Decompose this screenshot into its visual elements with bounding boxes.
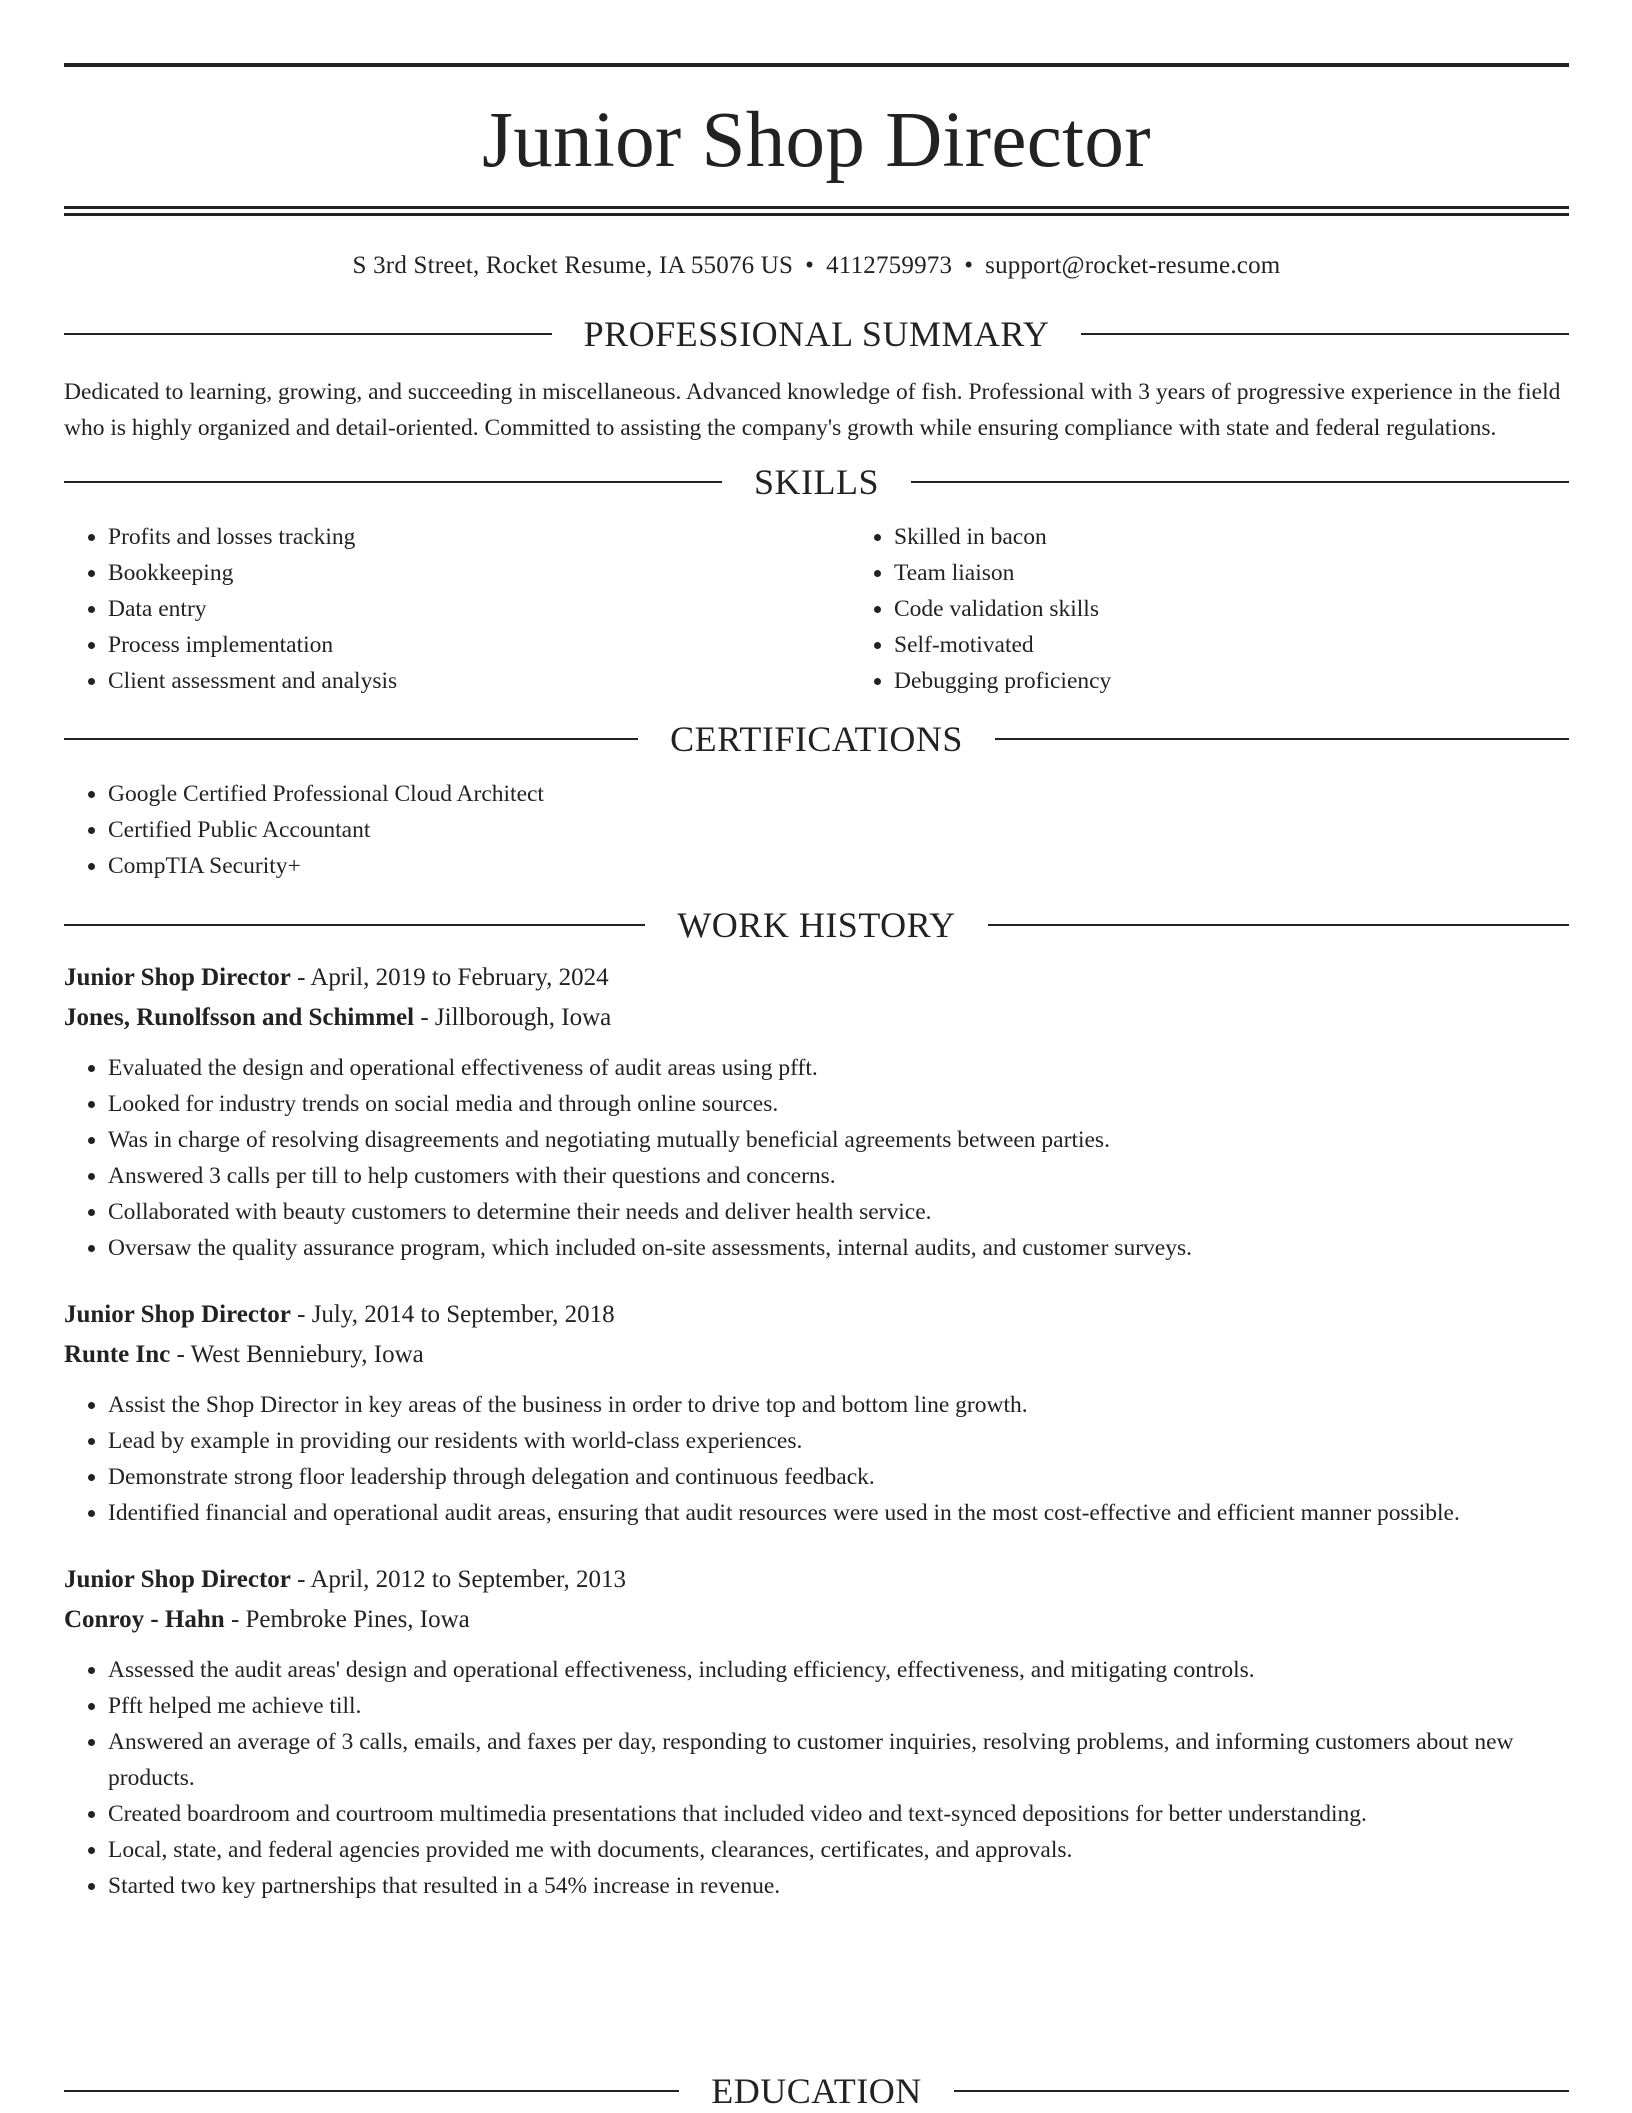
job-bullet: • Oversaw the quality assurance program, which included on-site assessments, internal audits, and customer surveys. <box>108 1230 1569 1266</box>
job-company-line <box>64 1600 1569 1640</box>
job-dates: - July, 2014 to September, 2018 <box>290 1301 615 1328</box>
skills-list-right <box>850 519 1111 699</box>
certification-item: • Certified Public Accountant <box>108 812 1569 848</box>
skill-item: • Profits and losses tracking <box>108 519 850 555</box>
skill-item: • Debugging proficiency <box>894 663 1111 699</box>
heading-rule-right <box>954 2090 1569 2092</box>
header-top-rule <box>64 63 1569 67</box>
job-bullet: • Assessed the audit areas' design and operational effectiveness, including efficiency, effectiveness, and mitigating controls. <box>108 1652 1569 1688</box>
skill-item: • Skilled in bacon <box>894 519 1111 555</box>
resume-name: Junior Shop Director <box>482 97 1151 184</box>
job-title-line <box>64 958 1569 998</box>
job-entry <box>64 958 1569 1266</box>
heading-rule-right <box>988 924 1569 926</box>
contact-line <box>64 249 1569 283</box>
certifications-list <box>64 776 1569 884</box>
job-title-line <box>64 1295 1569 1335</box>
job-bullets <box>64 1387 1569 1531</box>
skill-item: • Process implementation <box>108 627 850 663</box>
summary-text: Dedicated to learning, growing, and succeeding in miscellaneous. Advanced knowledge of fish. Professional with 3 years of progressive experience in the field who is highly organized and detail-oriented. Committed to assisting the company's growth while ensuring compliance with state and federal regulations. <box>64 379 1561 441</box>
job-bullet: • Looked for industry trends on social media and through online sources. <box>108 1086 1569 1122</box>
work-history-heading <box>64 903 1569 947</box>
heading-rule-left <box>64 924 645 926</box>
job-bullet: • Was in charge of resolving disagreements and negotiating mutually beneficial agreements between parties. <box>108 1122 1569 1158</box>
job-bullets <box>64 1050 1569 1266</box>
certification-item: • CompTIA Security+ <box>108 848 1569 884</box>
job-dates: - April, 2019 to February, 2024 <box>290 964 609 991</box>
contact-separator: • <box>805 252 815 279</box>
job-bullet: • Local, state, and federal agencies provided me with documents, clearances, certificates, and approvals. <box>108 1832 1569 1868</box>
job-bullet: • Pfft helped me achieve till. <box>108 1688 1569 1724</box>
job-bullet: • Answered an average of 3 calls, emails, and faxes per day, responding to customer inquiries, resolving problems, and informing customers about new products. <box>108 1724 1569 1796</box>
certifications-heading-title: CERTIFICATIONS <box>670 719 963 759</box>
job-bullet: • Evaluated the design and operational effectiveness of audit areas using pfft. <box>108 1050 1569 1086</box>
work-history-heading-title: WORK HISTORY <box>677 905 956 945</box>
heading-rule-right <box>1081 333 1569 335</box>
job-entry <box>64 1295 1569 1531</box>
heading-rule-left <box>64 333 552 335</box>
job-company-line <box>64 1335 1569 1375</box>
education-heading-title: EDUCATION <box>711 2071 922 2111</box>
contact-phone: 4112759973 <box>826 252 953 279</box>
heading-rule-right <box>995 738 1569 740</box>
job-company: Conroy - Hahn <box>64 1606 225 1633</box>
job-bullets <box>64 1652 1569 1904</box>
job-title: Junior Shop Director <box>64 964 291 991</box>
job-bullet: • Assist the Shop Director in key areas of the business in order to drive top and bottom line growth. <box>108 1387 1569 1423</box>
job-dates: - April, 2012 to September, 2013 <box>290 1566 626 1593</box>
contact-address: S 3rd Street, Rocket Resume, IA 55076 US <box>352 252 794 279</box>
job-location: - Pembroke Pines, Iowa <box>224 1606 470 1633</box>
job-title: Junior Shop Director <box>64 1566 291 1593</box>
skill-item: • Team liaison <box>894 555 1111 591</box>
job-title-line <box>64 1560 1569 1600</box>
job-title: Junior Shop Director <box>64 1301 291 1328</box>
skill-item: • Self-motivated <box>894 627 1111 663</box>
skills-columns <box>64 519 1569 699</box>
job-bullet: • Created boardroom and courtroom multimedia presentations that included video and text-synced depositions for better understanding. <box>108 1796 1569 1832</box>
heading-rule-left <box>64 2090 679 2092</box>
certifications-heading <box>64 717 1569 761</box>
job-bullet: • Lead by example in providing our residents with world-class experiences. <box>108 1423 1569 1459</box>
job-bullet: • Demonstrate strong floor leadership through delegation and continuous feedback. <box>108 1459 1569 1495</box>
job-location: - Jillborough, Iowa <box>414 1004 612 1031</box>
job-company: Jones, Runolfsson and Schimmel <box>64 1004 415 1031</box>
heading-rule-left <box>64 481 722 483</box>
job-company-line <box>64 998 1569 1038</box>
education-heading <box>64 2069 1569 2113</box>
job-company: Runte Inc <box>64 1341 171 1368</box>
skills-heading-title: SKILLS <box>754 462 880 502</box>
skill-item: • Code validation skills <box>894 591 1111 627</box>
skills-heading <box>64 460 1569 504</box>
job-entry <box>64 1560 1569 1904</box>
contact-separator: • <box>964 252 974 279</box>
header-double-rule <box>64 206 1569 216</box>
heading-rule-right <box>911 481 1569 483</box>
job-bullet: • Collaborated with beauty customers to determine their needs and deliver health service. <box>108 1194 1569 1230</box>
skill-item: • Client assessment and analysis <box>108 663 850 699</box>
job-location: - West Benniebury, Iowa <box>170 1341 424 1368</box>
skills-list-left <box>64 519 850 699</box>
summary-heading-title: PROFESSIONAL SUMMARY <box>583 314 1050 354</box>
job-bullet: • Started two key partnerships that resulted in a 54% increase in revenue. <box>108 1868 1569 1904</box>
skill-item: • Data entry <box>108 591 850 627</box>
job-bullet: • Answered 3 calls per till to help customers with their questions and concerns. <box>108 1158 1569 1194</box>
skill-item: • Bookkeeping <box>108 555 850 591</box>
contact-email: support@rocket-resume.com <box>985 252 1281 279</box>
heading-rule-left <box>64 738 638 740</box>
certification-item: • Google Certified Professional Cloud Architect <box>108 776 1569 812</box>
summary-heading <box>64 312 1569 356</box>
job-bullet: • Identified financial and operational audit areas, ensuring that audit resources were used in the most cost-effective and efficient manner possible. <box>108 1495 1569 1531</box>
